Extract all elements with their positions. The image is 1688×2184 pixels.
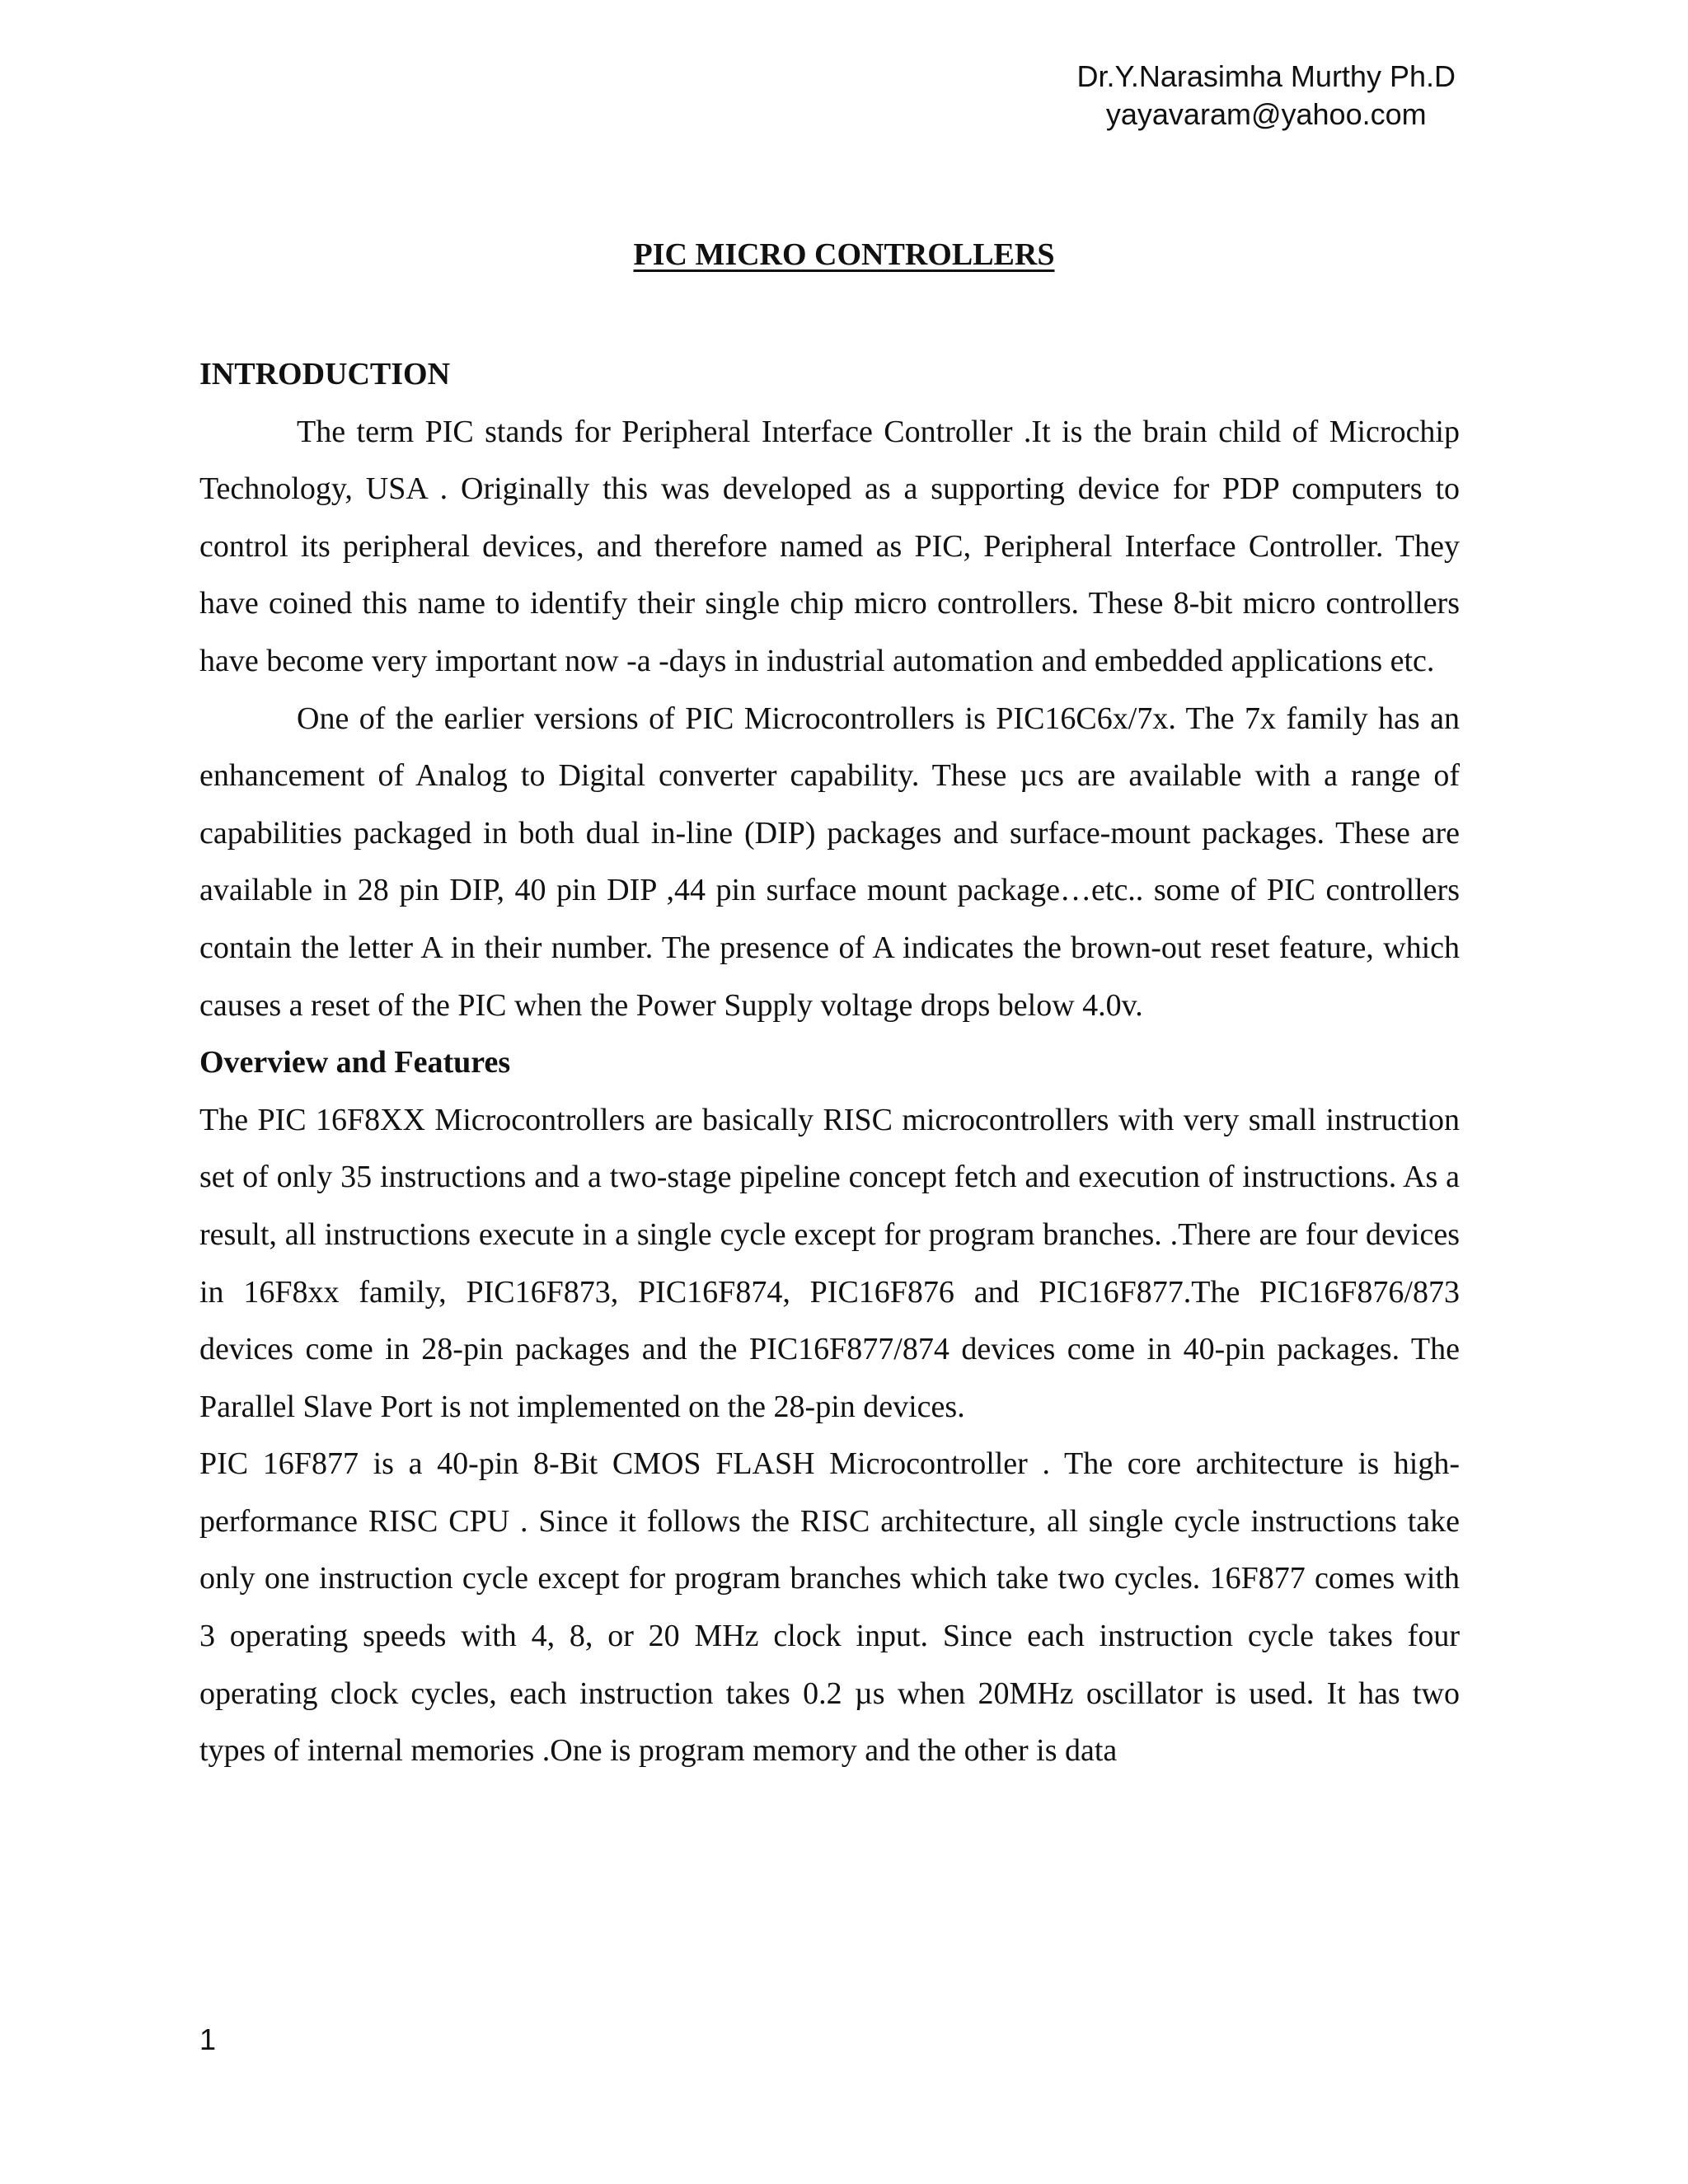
introduction-paragraph-1: The term PIC stands for Peripheral Interface Controller .It is the brain child of Microchip Technology, USA . Originally this was developed as a supporting device for PDP computers to control its peripheral devices, and therefore named as PIC, Peripheral Interface Controller. They have coined this name to identify their single chip micro controllers. These 8-bit micro controllers have become very important now -a -days in industrial automation and embedded applications etc. bbox=[199, 414, 1460, 678]
document-body bbox=[199, 346, 1460, 1780]
author-name: Dr.Y.Narasimha Murthy Ph.D bbox=[1076, 59, 1456, 93]
introduction-heading: INTRODUCTION bbox=[199, 357, 451, 391]
overview-paragraph-1: The PIC 16F8XX Microcontrollers are basically RISC microcontrollers with very small instruction set of only 35 instructions and a two-stage pipeline concept fetch and execution of instructions. As a result, all instructions execute in a single cycle except for program branches. .There are four devices in 16F8xx family, PIC16F873, PIC16F874, PIC16F876 and PIC16F877.The PIC16F876/873 devices come in 28-pin packages and the PIC16F877/874 devices come in 40-pin packages. The Parallel Slave Port is not implemented on the 28-pin devices. bbox=[199, 1102, 1460, 1424]
introduction-paragraph-2: One of the earlier versions of PIC Microcontrollers is PIC16C6x/7x. The 7x family has an enhancement of Analog to Digital converter capability. These µcs are available with a range of capabilities packaged in both dual in-line (DIP) packages and surface-mount packages. These are available in 28 pin DIP, 40 pin DIP ,44 pin surface mount package…etc.. some of PIC controllers contain the letter A in their number. The presence of A indicates the brown-out reset feature, which causes a reset of the PIC when the Power Supply voltage drops below 4.0v. bbox=[199, 701, 1460, 1023]
overview-paragraph-2: PIC 16F877 is a 40-pin 8-Bit CMOS FLASH Microcontroller . The core architecture is high-performance RISC CPU . Since it follows the RISC architecture, all single cycle instructions take only one instruction cycle except for program branches which take two cycles. 16F877 comes with 3 operating speeds with 4, 8, or 20 MHz clock input. Since each instruction cycle takes four operating clock cycles, each instruction takes 0.2 µs when 20MHz oscillator is used. It has two types of internal memories .One is program memory and the other is data bbox=[199, 1446, 1460, 1769]
page-header bbox=[1077, 58, 1456, 134]
page-number: 1 bbox=[199, 2022, 217, 2056]
overview-heading: Overview and Features bbox=[199, 1045, 511, 1080]
author-email: yayavaram@yahoo.com bbox=[1105, 97, 1427, 131]
document-title: PIC MICRO CONTROLLERS bbox=[633, 237, 1055, 272]
